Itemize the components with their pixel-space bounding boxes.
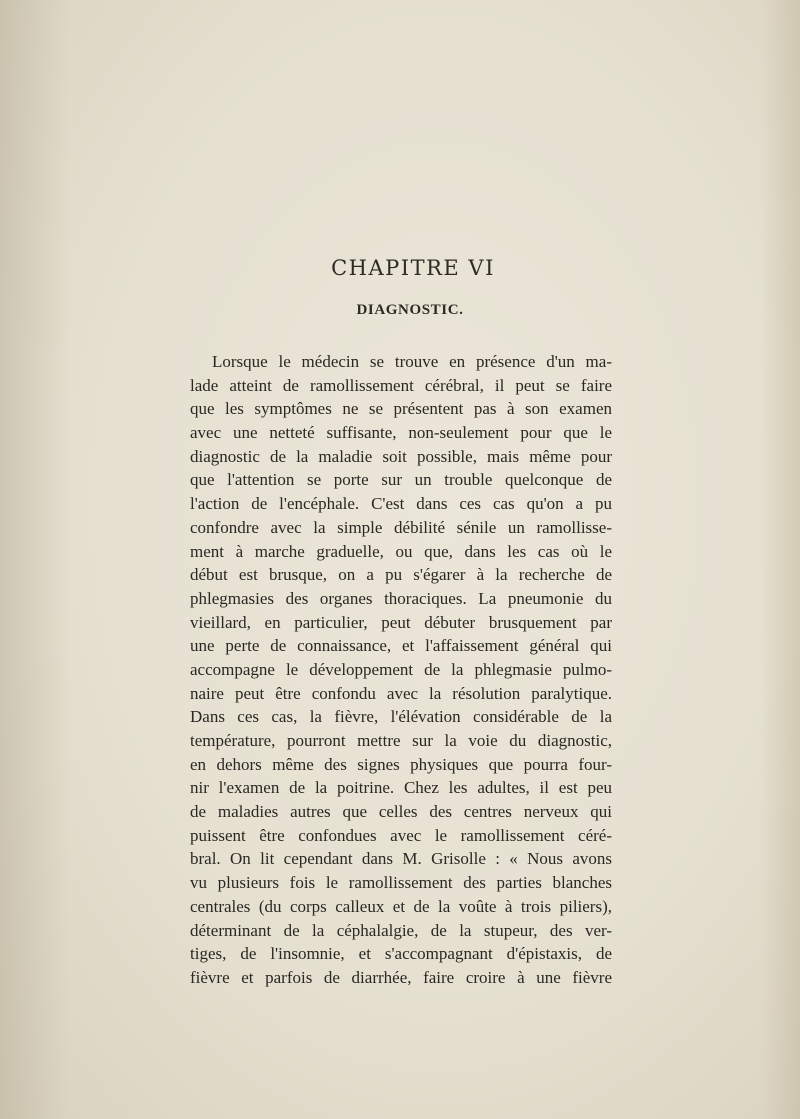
- text-line: Dans ces cas, la fièvre, l'élévation considérable de la: [190, 707, 612, 727]
- text-line: tiges, de l'insomnie, et s'accompagnant d'épistaxis, de: [190, 944, 612, 964]
- text-line: que les symptômes ne se présentent pas à son examen: [190, 399, 612, 419]
- text-line: vieillard, en particulier, peut débuter brusquement par: [190, 612, 612, 632]
- text-line: puissent être confondues avec le ramollissement céré-: [190, 825, 612, 845]
- text-line: nir l'examen de la poitrine. Chez les adultes, il est peu: [190, 778, 612, 798]
- text-line: vu plusieurs fois le ramollissement des parties blanches: [190, 873, 612, 893]
- text-line: ment à marche graduelle, ou que, dans les cas où le: [190, 541, 612, 561]
- text-line: Lorsque le médecin se trouve en présence d'un ma-: [212, 352, 612, 371]
- text-line: lade atteint de ramollissement cérébral, il peut se faire: [190, 375, 612, 395]
- text-line: confondre avec la simple débilité sénile un ramollisse-: [190, 517, 612, 537]
- text-line: début est brusque, on a pu s'égarer à la recherche de: [190, 565, 612, 585]
- text-line: accompagne le développement de la phlegmasie pulmo-: [190, 659, 612, 679]
- text-line: phlegmasies des organes thoraciques. La pneumonie du: [190, 588, 612, 608]
- text-line: température, pourront mettre sur la voie du diagnostic,: [190, 731, 612, 750]
- text-line: centrales (du corps calleux et de la voûte à trois piliers),: [190, 896, 612, 916]
- text-line: diagnostic de la maladie soit possible, mais même pour: [190, 446, 612, 466]
- text-line: une perte de connaissance, et l'affaissement général qui: [190, 636, 612, 656]
- text-line: avec une netteté suffisante, non-seulement pour que le: [190, 423, 612, 443]
- text-line: que l'attention se porte sur un trouble quelconque de: [190, 470, 612, 490]
- text-line: de maladies autres que celles des centres nerveux qui: [190, 802, 612, 822]
- text-line: l'action de l'encéphale. C'est dans ces cas qu'on a pu: [190, 494, 612, 514]
- text-line: déterminant de la céphalalgie, de la stupeur, des ver-: [190, 920, 612, 940]
- body-paragraph: [190, 350, 612, 990]
- text-line: fièvre et parfois de diarrhée, faire croire à une fièvre: [190, 967, 612, 987]
- text-line: naire peut être confondu avec la résolution paralytique.: [190, 683, 612, 703]
- text-line: bral. On lit cependant dans M. Grisolle : « Nous avons: [190, 849, 612, 869]
- chapter-title: CHAPITRE VI: [331, 256, 495, 280]
- text-line: en dehors même des signes physiques que pourra four-: [190, 754, 612, 774]
- section-title: DIAGNOSTIC.: [356, 302, 464, 318]
